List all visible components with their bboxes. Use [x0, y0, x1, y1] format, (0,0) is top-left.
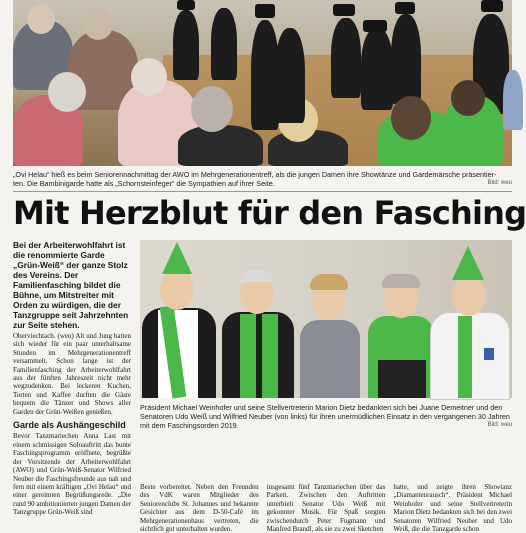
body-column: insgesamt fünf Tanzmariechen über das Parkett. Zwischen den Auftritten unterhielt Senator Udo Weiß mit gekonnter Musik. Für Spaß sorgten zwischendurch Peter Fugmann und Manfred Brandl, als sie zu zwei Sketchen	[266, 483, 386, 533]
dancer-head	[451, 80, 485, 116]
person-body	[300, 320, 360, 398]
top-hat	[481, 0, 503, 12]
pointed-green-hat-icon	[452, 246, 484, 280]
senior-head	[48, 72, 86, 112]
subheading: Garde als Aushängeschild	[13, 420, 126, 431]
person-head	[160, 270, 194, 310]
person-body	[222, 312, 294, 398]
senior-head	[131, 58, 167, 96]
senior-head	[191, 86, 233, 132]
dancer-head	[391, 96, 431, 140]
green-sash	[240, 314, 256, 398]
caption-text: ten. Die Bambinigarde hatte als „Schornsteinfeger“ die Sympathien auf ihrer Seite.	[13, 179, 275, 188]
grey-hair	[240, 270, 274, 282]
divider	[13, 191, 512, 192]
sash-text: OVI	[178, 334, 193, 357]
senior-figure	[178, 125, 263, 166]
person-head	[452, 276, 486, 316]
body-column: Beste vorbereitet. Neben den Freunden des VdK waren Mitglieder des Seniorenclubs St. Johannes und bekannte Gesichter aus dem D-50-Café im Mehrgenerationenhaus vertreten, die sichtlich gut unterhalten wurden.	[140, 483, 259, 533]
dancer-figure	[331, 18, 361, 98]
green-sash	[262, 314, 278, 398]
dancer-figure	[275, 28, 305, 123]
dancer-figure	[173, 10, 199, 80]
top-hat	[177, 0, 195, 10]
photo-credit: Bild: weu	[487, 422, 512, 428]
green-sash	[458, 316, 472, 398]
blonde-hair	[310, 274, 348, 290]
honorees-caption	[140, 403, 512, 430]
dark-skirt	[378, 360, 426, 398]
article-lead: Bei der Arbeiterwohlfahrt ist die renommierte Garde „Grün-Weiß“ der ganze Stolz des Vereins. Der Familienfasching bildet die Bühne, um Mitstreiter mit Orden zu würdigen, die der Tanzgruppe seit Jahrzehnten zur Seite stehen.	[13, 240, 129, 330]
body-columns	[140, 483, 513, 533]
pointed-green-hat-icon	[162, 242, 192, 274]
dancer-figure	[361, 28, 393, 110]
top-hat	[255, 4, 275, 18]
body-paragraph: Oberviechtach. (weu) Alt und Jung hatten sich wieder für ein paar unterhaltsame Stunden im Mehrgenerationentreff versammelt. Schon lange ist der Familienfasching der Arbeiterwohlfahrt aus der fünften Jahreszeit nicht mehr wegzudenken. Bei leckeren Kuchen, Torten und Kaffee durften die Gäste bequem die Tänzer und Shows aller Garden der Grün-Weißen genießen.	[13, 332, 131, 416]
body-paragraph: Bevor Tanzmariechen Anna Last mit einem schmissigen Soloauftritt das bunte Faschingsprogramm eröffnete, begrüßte der Vorsitzende der Arbeiterwohlfahrt (AWO) und Grün-Weiß-Senator Wilfried Neuber die Faschingsfreunde aus nah und fern mit einem kräftigen „Ovi Helau“ und einer gereimten Begrüßungsrede. „Die rund 90 ambitionierten jungen Damen der Tanzgruppe Grün-Weiß sind	[13, 432, 131, 517]
left-column	[13, 240, 131, 525]
senior-head	[83, 8, 113, 40]
bg-figure	[503, 70, 523, 130]
body-column: hatte, und zeigte ihren Showtanz „Diamantenrausch“. Präsident Michael Weinhofer und seine Stellvertreterin Marion Dietz bedankten sich bei den zwei Senatoren Wilfried Neuber und Udo Weiß, die die Tanzgarde schon	[393, 483, 513, 533]
honorees-photo	[140, 240, 512, 398]
dancer-figure	[391, 14, 421, 104]
top-photo	[13, 0, 512, 166]
top-hat	[363, 20, 387, 32]
top-hat	[395, 2, 415, 14]
article-headline: Mit Herzblut für den Fasching	[13, 194, 526, 232]
top-photo-caption	[13, 170, 512, 188]
badge-icon	[484, 348, 494, 360]
dancer-figure	[211, 8, 237, 80]
top-hat	[333, 4, 355, 16]
senior-head	[27, 4, 55, 34]
photo-credit: Bild: weu	[487, 180, 512, 186]
grey-hair	[382, 274, 420, 288]
caption-text: Präsident Michael Weinhofer und seine Stellvertreterin Marion Dietz bedankten sich bei Juane Demeitner und den Senatoren Udo Weiß und Wilfried Neuber (von links) für ihren unermüdlichen Einsatz in den vergangenen 30 Jahren mit dem Faschingsorden 2019.	[140, 403, 510, 430]
caption-text: „Ovi Helau“ hieß es beim Seniorennachmittag der AWO im Mehrgenerationentreff, als die jungen Damen ihre Showtänze und Gardemärsche präsentier-	[13, 170, 497, 179]
